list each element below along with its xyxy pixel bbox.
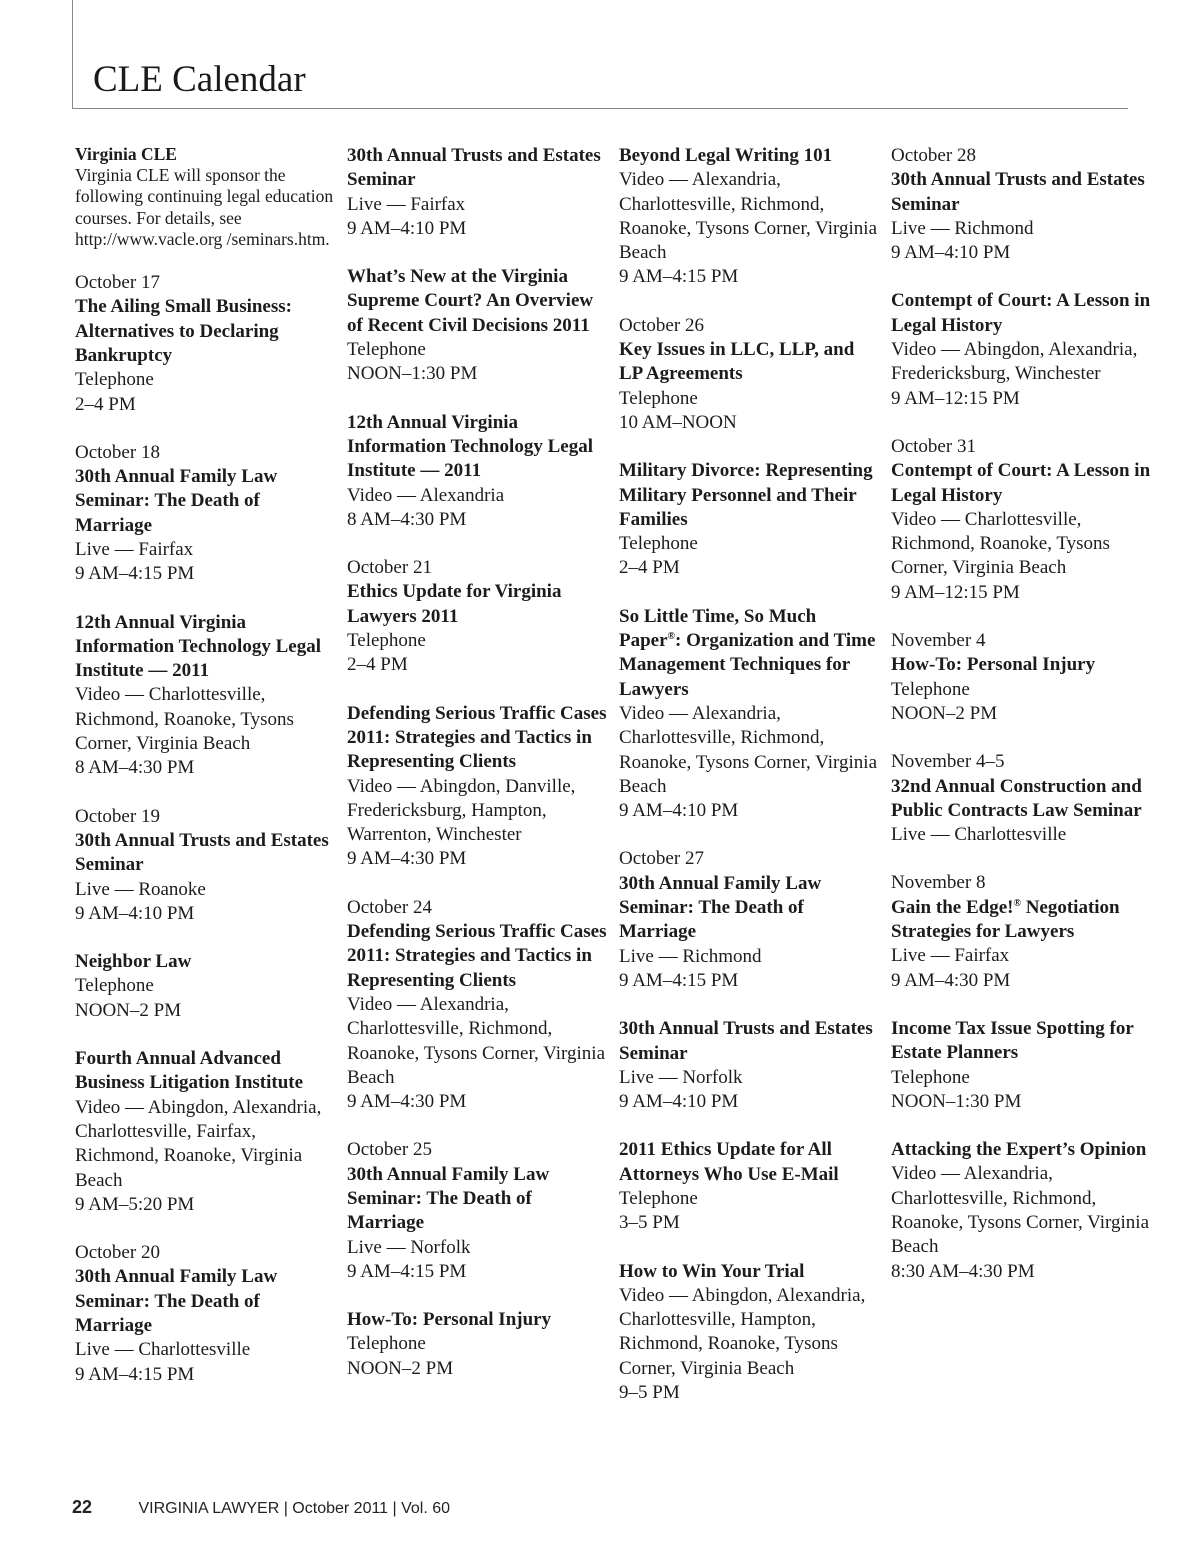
calendar-event (891, 1017, 1153, 1114)
event-title: 2011 Ethics Update for All Attorneys Who Use E-Mail (619, 1139, 839, 1185)
event-title: Defending Serious Traffic Cases 2011: Strategies and Tactics in Representing Clients (347, 921, 607, 991)
event-title: Gain the Edge!® Negotiation Strategies for Lawyers (891, 896, 1120, 943)
event-time: 9 AM–4:15 PM (75, 563, 195, 585)
event-time: 9 AM–4:10 PM (619, 1091, 739, 1113)
event-format: Video — Alexandria (347, 484, 505, 506)
event-date: October 31 (891, 435, 976, 457)
event-title: 30th Annual Trusts and Estates Seminar (347, 145, 601, 191)
intro-text: Virginia CLE will sponsor the following continuing legal education courses. For details, see http://www.vacle.org /seminars.htm. (75, 165, 334, 249)
calendar-event (619, 144, 881, 290)
calendar-event (619, 1138, 881, 1235)
event-format: Live — Norfolk (347, 1236, 471, 1258)
event-format: Telephone (75, 369, 154, 391)
calendar-event (347, 1138, 609, 1284)
calendar-event (75, 611, 337, 781)
calendar-event (891, 289, 1153, 410)
event-title: Military Divorce: Representing Military Personnel and Their Families (619, 460, 873, 530)
event-title: 32nd Annual Construction and Public Contracts Law Seminar (891, 775, 1142, 821)
event-time: 2–4 PM (619, 557, 680, 579)
calendar-event (891, 144, 1153, 265)
event-title: Attacking the Expert’s Opinion (891, 1139, 1147, 1161)
event-format: Telephone (75, 975, 154, 997)
calendar-event (619, 1260, 881, 1406)
calendar-event (75, 271, 337, 417)
calendar-event (347, 556, 609, 677)
page-footer (72, 1497, 450, 1518)
event-title: Fourth Annual Advanced Business Litigation Institute (75, 1048, 304, 1094)
event-date: October 20 (75, 1242, 160, 1264)
event-time: 10 AM–NOON (619, 411, 737, 433)
event-format: Telephone (347, 1333, 426, 1355)
event-format: Telephone (619, 387, 698, 409)
event-format: Live — Fairfax (347, 193, 466, 215)
event-format: Live — Richmond (891, 217, 1034, 239)
publication-info: VIRGINIA LAWYER | October 2011 | Vol. 60 (138, 1500, 451, 1517)
event-time: 9 AM–4:30 PM (347, 848, 467, 870)
event-time: 9 AM–4:15 PM (75, 1363, 195, 1385)
event-title: So Little Time, So Much Paper®: Organization and Time Management Techniques for Lawyers (619, 605, 876, 700)
event-time: 9 AM–4:30 PM (891, 969, 1011, 991)
registered-mark: ® (1013, 897, 1021, 909)
event-title: How to Win Your Trial (619, 1260, 805, 1282)
event-date: October 21 (347, 557, 432, 579)
event-date: November 4 (891, 630, 986, 652)
page-number: 22 (72, 1497, 93, 1517)
event-time: 8 AM–4:30 PM (347, 508, 467, 530)
event-date: October 19 (75, 805, 160, 827)
calendar-event (619, 1017, 881, 1114)
event-format: Live — Norfolk (619, 1066, 743, 1088)
event-title: 30th Annual Trusts and Estates Seminar (75, 829, 329, 876)
calendar-event (75, 1047, 337, 1217)
event-format: Live — Richmond (619, 945, 762, 967)
event-time: 9 AM–12:15 PM (891, 581, 1020, 603)
event-format: Live — Charlottesville (75, 1339, 251, 1361)
event-title: 30th Annual Family Law Seminar: The Death of Marriage (619, 872, 822, 943)
event-time: 9 AM–4:10 PM (891, 242, 1011, 264)
page-title: CLE Calendar (93, 59, 306, 100)
event-title: 30th Annual Family Law Seminar: The Death of Marriage (347, 1163, 550, 1234)
event-time: NOON–2 PM (75, 999, 182, 1021)
event-format: Video — Alexandria, Charlottesville, Richmond, Roanoke, Tysons Corner, Virginia Beach (891, 1163, 1150, 1258)
calendar-event (75, 805, 337, 926)
event-time: 9 AM–4:15 PM (347, 1260, 467, 1282)
event-time: NOON–2 PM (347, 1357, 454, 1379)
calendar-event (75, 950, 337, 1023)
calendar-event (75, 441, 337, 587)
event-time: NOON–2 PM (891, 702, 998, 724)
event-title: 12th Annual Virginia Information Technology Legal Institute — 2011 (347, 411, 593, 482)
event-format: Telephone (619, 1187, 698, 1209)
calendar-event (75, 1241, 337, 1387)
event-format: Video — Charlottesville, Richmond, Roanoke, Tysons Corner, Virginia Beach (75, 684, 294, 755)
calendar-event (347, 702, 609, 872)
event-title: The Ailing Small Business: Alternatives to Declaring Bankruptcy (75, 296, 292, 366)
calendar-event (891, 629, 1153, 726)
calendar-event (347, 896, 609, 1115)
event-format: Telephone (347, 339, 426, 361)
event-format: Video — Charlottesville, Richmond, Roanoke, Tysons Corner, Virginia Beach (891, 508, 1110, 579)
page-header (72, 0, 1128, 109)
event-date: October 27 (619, 848, 704, 870)
event-time: 8 AM–4:30 PM (75, 757, 195, 779)
calendar-column-4 (891, 144, 1153, 1308)
event-format: Video — Abingdon, Danville, Fredericksburg, Hampton, Warrenton, Winchester (347, 775, 576, 846)
calendar-event (347, 265, 609, 386)
event-time: 2–4 PM (75, 393, 136, 415)
event-title: Ethics Update for Virginia Lawyers 2011 (347, 581, 562, 627)
calendar-column-2 (347, 144, 609, 1405)
event-title: Income Tax Issue Spotting for Estate Planners (891, 1017, 1134, 1064)
event-title: Defending Serious Traffic Cases 2011: Strategies and Tactics in Representing Clients (347, 702, 607, 773)
event-time: 9 AM–12:15 PM (891, 387, 1020, 409)
calendar-event (347, 1308, 609, 1381)
event-time: 9 AM–4:15 PM (619, 969, 739, 991)
event-title: 30th Annual Trusts and Estates Seminar (619, 1018, 873, 1064)
event-time: NOON–1:30 PM (347, 363, 478, 385)
calendar-event (891, 435, 1153, 605)
event-title: What’s New at the Virginia Supreme Court? An Overview of Recent Civil Decisions 2011 (347, 266, 594, 336)
calendar-event (619, 847, 881, 993)
event-time: 9–5 PM (619, 1382, 680, 1404)
calendar-event (619, 459, 881, 580)
event-date: October 26 (619, 314, 704, 336)
event-time: 9 AM–4:10 PM (619, 800, 739, 822)
event-format: Video — Alexandria, Charlottesville, Richmond, Roanoke, Tysons Corner, Virginia Beach (347, 993, 606, 1088)
event-title: 30th Annual Trusts and Estates Seminar (891, 169, 1145, 215)
event-time: NOON–1:30 PM (891, 1090, 1022, 1112)
event-date: October 24 (347, 896, 432, 918)
event-format: Live — Charlottesville (891, 824, 1067, 846)
event-time: 9 AM–5:20 PM (75, 1193, 195, 1215)
event-format: Live — Fairfax (891, 945, 1010, 967)
event-date: November 4–5 (891, 751, 1005, 773)
event-format: Video — Alexandria, Charlottesville, Richmond, Roanoke, Tysons Corner, Virginia Beach (619, 169, 878, 264)
event-time: 3–5 PM (619, 1212, 680, 1234)
event-title: Beyond Legal Writing 101 (619, 145, 833, 166)
event-title: Neighbor Law (75, 951, 192, 973)
calendar-event (619, 605, 881, 824)
event-time: 9 AM–4:30 PM (347, 1091, 467, 1113)
registered-mark: ® (667, 631, 676, 643)
event-time: 9 AM–4:15 PM (619, 266, 739, 288)
calendar-column-3 (619, 144, 881, 1429)
event-title: Contempt of Court: A Lesson in Legal History (891, 290, 1151, 336)
event-format: Telephone (891, 678, 970, 700)
event-title: How-To: Personal Injury (891, 654, 1096, 676)
event-date: November 8 (891, 872, 986, 894)
event-title: 30th Annual Family Law Seminar: The Death of Marriage (75, 466, 278, 536)
event-date: October 18 (75, 441, 160, 463)
event-time: 2–4 PM (347, 654, 408, 676)
calendar-event (347, 144, 609, 241)
event-format: Live — Roanoke (75, 878, 206, 900)
event-time: 8:30 AM–4:30 PM (891, 1260, 1035, 1282)
event-format: Telephone (619, 533, 698, 555)
event-title: 12th Annual Virginia Information Technology Legal Institute — 2011 (75, 611, 321, 682)
event-format: Telephone (347, 630, 426, 652)
event-title: How-To: Personal Injury (347, 1309, 552, 1331)
event-date: October 17 (75, 272, 160, 294)
intro-block (75, 144, 337, 250)
event-format: Video — Alexandria, Charlottesville, Richmond, Roanoke, Tysons Corner, Virginia Beach (619, 702, 878, 797)
event-time: 9 AM–4:10 PM (347, 217, 467, 239)
event-title: Contempt of Court: A Lesson in Legal History (891, 460, 1151, 506)
calendar-event (619, 314, 881, 435)
calendar-column-1 (75, 144, 337, 1411)
event-format: Telephone (891, 1066, 970, 1088)
calendar-event (347, 411, 609, 532)
event-format: Video — Abingdon, Alexandria, Charlottesville, Hampton, Richmond, Roanoke, Tysons Corner, Virginia Beach (619, 1284, 866, 1379)
event-format: Live — Fairfax (75, 538, 194, 560)
event-format: Video — Abingdon, Alexandria, Charlottesville, Fairfax, Richmond, Roanoke, Virginia Beach (75, 1096, 322, 1191)
event-time: 9 AM–4:10 PM (75, 902, 195, 924)
event-date: October 25 (347, 1139, 432, 1161)
intro-heading: Virginia CLE (75, 144, 177, 164)
calendar-event (891, 871, 1153, 992)
calendar-event (891, 750, 1153, 847)
calendar-event (891, 1138, 1153, 1284)
event-title: 30th Annual Family Law Seminar: The Death of Marriage (75, 1266, 278, 1336)
event-date: October 28 (891, 145, 976, 166)
event-title: Key Issues in LLC, LLP, and LP Agreements (619, 339, 855, 385)
event-format: Video — Abingdon, Alexandria, Fredericksburg, Winchester (891, 339, 1138, 385)
